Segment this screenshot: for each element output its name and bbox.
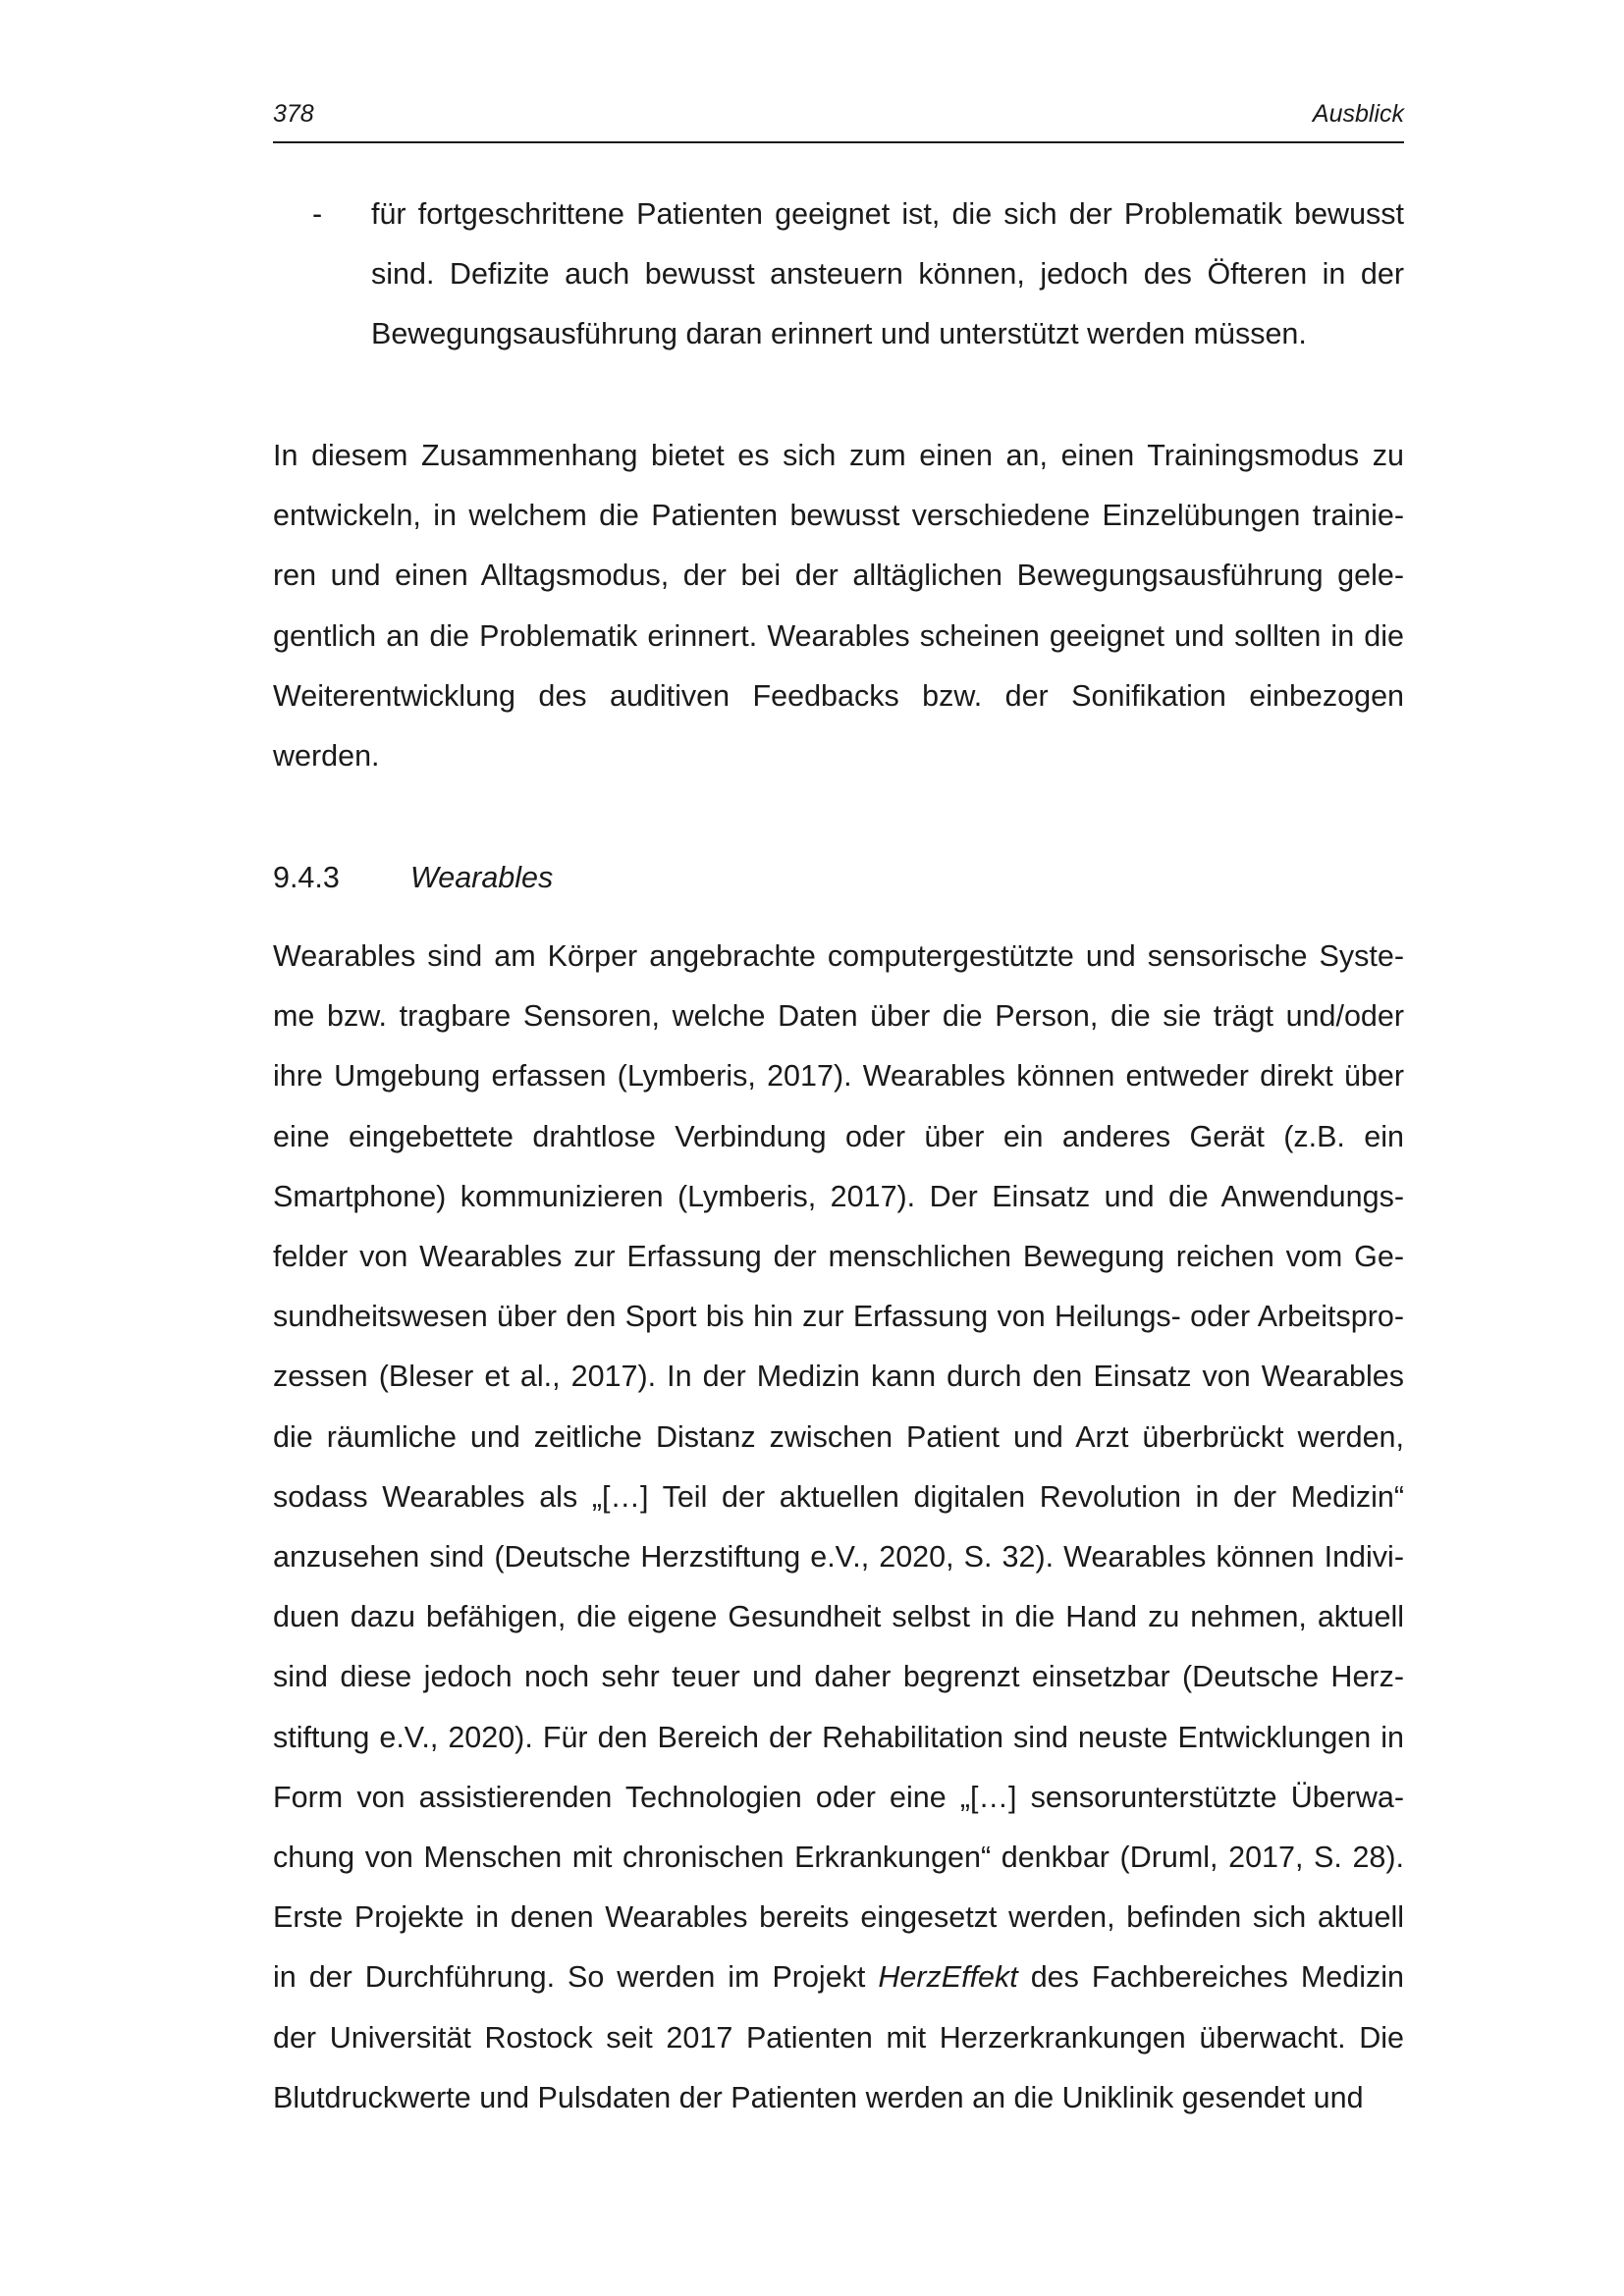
bullet-dash: - xyxy=(312,197,323,231)
paragraph-training-mode: In diesem Zusammenhang bietet es sich zum einen an, einen Trainingsmodus zu entwickeln, in welchem die Patienten bewusst verschiedene Einzelübungen trainieren und einen Alltagsmodus, der bei der alltäglichen Bewegungsausführung gelegentlich an die Problematik erinnert. Wearables scheinen geeignet und sollten in die Weiterentwicklung des auditiven Feedbacks bzw. der Sonifikation einbezogen werden. xyxy=(273,439,1404,774)
section-title: Wearables xyxy=(410,861,554,894)
bullet-text: für fortgeschrittene Patienten geeignet ist, die sich der Problematik bewusst sind. Defizite auch bewusst ansteuern können, jedoch des Öfteren in der Bewegungsausführung daran erinnert und unterstützt werden müssen. xyxy=(371,197,1404,350)
paragraph-wearables-part-1: Wearables sind am Körper angebrachte computergestützte und sensorische Systeme bzw. tragbare Sensoren, welche Daten über die Person, die sie trägt und/oder ihre Umgebung erfassen (Lymberis, 2017). Wearables können entweder direkt über eine eingebettete drahtlose Verbindung oder über ein anderes Gerät (z.B. ein Smartphone) kommunizieren (Lymberis, 2017). Der Einsatz und die Anwendungsfelder von Wearables zur Erfassung der menschlichen Bewegung reichen vom Gesundheitswesen über den Sport bis hin zur Erfassung von Heilungs- oder Arbeitsprozessen (Bleser et al., 2017). In der Medizin kann durch den Einsatz von Wearables die räumliche und zeitliche Distanz zwischen Patient und Arzt überbrückt werden, sodass Wearables als „[…] Teil der aktuellen digitalen Revolution in der Medizin“ anzusehen sind (Deutsche Herzstiftung e.V., 2020, S. 32). Wearables können Individuen dazu befähigen, die eigene Gesundheit selbst in die Hand zu nehmen, aktuell sind diese jedoch noch sehr teuer und daher begrenzt einsetzbar (Deutsche Herzstiftung e.V., 2020). Für den Bereich der Rehabilitation sind neuste Entwicklungen in Form von assistierenden Technologien oder eine „[…] sensorunterstützte Überwachung von Menschen mit chronischen Erkrankungen“ denkbar (Druml, 2017, S. 28). Erste Projekte in denen Wearables bereits eingesetzt werden, befinden sich aktuell in der Durchführung. So werden im Projekt xyxy=(273,939,1404,1995)
running-header xyxy=(273,98,1404,143)
paragraph-wearables-part-2: des Fachbereiches Medizin der Universität Rostock seit 2017 Patienten mit Herzerkrankungen überwacht. Die Blutdruckwerte und Pulsdaten der Patienten werden an die Uniklinik gesendet und xyxy=(273,1960,1404,2114)
page-number: 378 xyxy=(273,100,314,128)
chapter-title: Ausblick xyxy=(1312,100,1404,128)
section-heading xyxy=(273,848,553,908)
paragraph-wearables xyxy=(273,927,1404,2128)
bullet-list-item xyxy=(273,185,1404,364)
project-name: HerzEffekt xyxy=(878,1960,1018,1995)
section-number: 9.4.3 xyxy=(273,861,340,894)
